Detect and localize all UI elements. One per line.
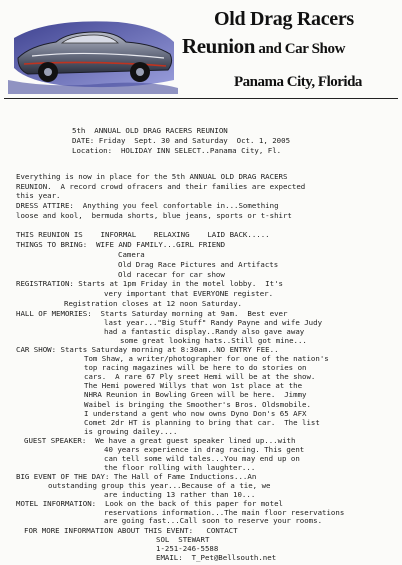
event-date: DATE: Friday Sept. 30 and Saturday Oct. 1, 2005 xyxy=(72,136,291,145)
contact-phone: 1-251-246-5588 xyxy=(156,543,219,553)
contact-email: EMAIL: T_Pet@Bellsouth.net xyxy=(156,553,277,562)
car-show-line: is growing dailey.... xyxy=(84,426,178,436)
car-show-line: top racing magazines will be here to do stories on xyxy=(84,362,307,372)
registration-line: REGISTRATION: Starts at 1pm Friday in the motel lobby. It's xyxy=(16,279,283,288)
motel-information-line: reservations information...The main floor reservations xyxy=(104,508,345,518)
car-show-line: Comet 2dr HT is planning to bring that car. The list xyxy=(84,417,320,427)
intro-line: this year. xyxy=(16,191,61,200)
contact-name: SOL STEWART xyxy=(156,534,210,544)
motel-information-line: are going fast...Call soon to reserve your rooms. xyxy=(104,516,323,526)
hall-of-memories-line: some great looking hats..Still got mine... xyxy=(120,336,307,346)
car-show-line: Waibel is bringing the Smoother's Bros. Oldsmobile. xyxy=(84,399,311,409)
guest-speaker-line: can tell some wild tales...You may end up on xyxy=(104,454,300,464)
intro-line: Everything is now in place for the 5th ANNUAL OLD DRAG RACERS xyxy=(16,172,288,181)
things-to-bring-line: THINGS TO BRING: WIFE AND FAMILY...GIRL FRIEND xyxy=(16,240,226,249)
car-show-line: NHRA Reunion in Bowling Green will be here. Jimmy xyxy=(84,390,307,400)
contact-line: FOR MORE INFORMATION ABOUT THIS EVENT: CONTACT xyxy=(24,525,238,535)
motel-information-line: MOTEL INFORMATION: Look on the back of this paper for motel xyxy=(16,499,283,509)
event-title: 5th ANNUAL OLD DRAG RACERS REUNION xyxy=(72,126,228,135)
flyer-title-line1: Old Drag Racers xyxy=(214,8,354,30)
things-to-bring-item: Old Drag Race Pictures and Artifacts xyxy=(118,260,279,269)
dress-attire-line: DRESS ATTIRE: Anything you feel confortable in...Something xyxy=(16,201,279,210)
big-event-line: are inducting 13 rather than 10... xyxy=(104,489,256,499)
guest-speaker-line: the floor rolling with laughter... xyxy=(104,463,256,473)
big-event-line: outstanding group this year...Because of a tie, we xyxy=(48,480,271,490)
informal-line: THIS REUNION IS INFORMAL RELAXING LAID BACK..... xyxy=(16,230,270,239)
dress-attire-line: loose and kool, bermuda shorts, blue jeans, sports or t-shirt xyxy=(16,211,292,220)
flyer-title-line2 xyxy=(182,34,345,59)
registration-line: very important that EVERYONE register. xyxy=(104,289,274,298)
car-show-line: CAR SHOW: Starts Saturday morning at 8:30am..NO ENTRY FEE.. xyxy=(16,344,279,354)
hall-of-memories-line: HALL OF MEMORIES: Starts Saturday morning at 9am. Best ever xyxy=(16,309,288,318)
title-reunion: Reunion xyxy=(182,34,256,58)
header-divider xyxy=(4,98,398,99)
big-event-line: BIG EVENT OF THE DAY: The Hall of Fame Inductions...An xyxy=(16,471,257,481)
car-show-line: I understand a gent who now owns Dyno Don's 65 AFX xyxy=(84,408,307,418)
title-and-car-show: and Car Show xyxy=(255,41,346,57)
car-show-line: Tom Shaw, a writer/photographer for one of the nation's xyxy=(84,353,329,363)
hall-of-memories-line: last year..."Big Stuff" Randy Payne and wife Judy xyxy=(104,318,323,328)
racecar-image xyxy=(8,10,178,94)
hall-of-memories-line: had a fantastic display..Randy also gave away xyxy=(104,327,305,337)
guest-speaker-line: 40 years experience in drag racing. This gent xyxy=(104,445,305,455)
event-location: Location: HOLIDAY INN SELECT..Panama City, Fl. xyxy=(72,146,282,155)
car-show-line: The Hemi powered Willys that won 1st place at the xyxy=(84,381,303,391)
things-to-bring-item: Old racecar for car show xyxy=(118,270,225,279)
guest-speaker-line: GUEST SPEAKER: We have a great guest speaker lined up...with xyxy=(24,436,296,445)
car-show-line: cars. A rare 67 Ply sreet Hemi will be at the show. xyxy=(84,372,316,382)
registration-line: Registration closes at 12 noon Saturday. xyxy=(64,299,242,308)
flyer-location: Panama City, Florida xyxy=(234,74,362,90)
intro-line: REUNION. A record crowd ofracers and their families are expected xyxy=(16,182,306,191)
things-to-bring-item: Camera xyxy=(118,250,145,259)
